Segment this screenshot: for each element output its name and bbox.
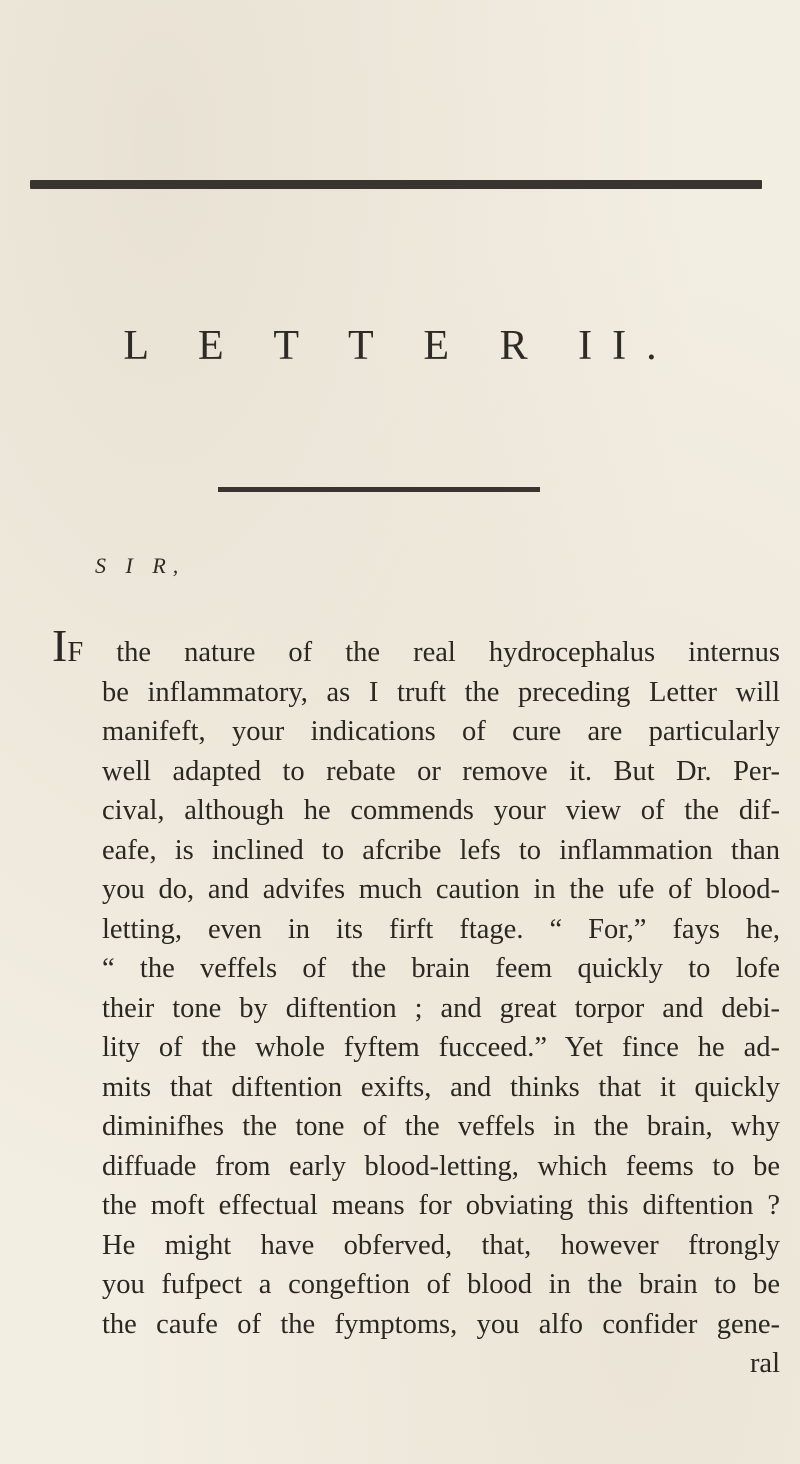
body-line: diminifhes the tone of the veffels in the brain, why: [102, 1111, 780, 1142]
body-line: the caufe of the fymptoms, you alfo confider gene-: [102, 1308, 780, 1340]
body-line: “ the veffels of the brain feem quickly to lofe: [102, 953, 780, 984]
body-line: lity of the whole fyftem fucceed.” Yet fince he ad-: [102, 1032, 780, 1063]
body-line: cival, although he commends your view of the dif-: [102, 795, 780, 826]
body-line: letting, even in its firft ftage. “ For,” fays he,: [102, 913, 780, 945]
body-line: you fufpect a congeftion of blood in the brain to be: [102, 1269, 780, 1300]
body-line: the moft effectual means for obviating this diftention ?: [102, 1190, 780, 1221]
body-line: mits that diftention exifts, and thinks that it quickly: [102, 1071, 780, 1103]
body-line: be inflammatory, as I truft the preceding Letter will: [102, 676, 780, 708]
body-line: well adapted to rebate or remove it. But Dr. Per-: [102, 755, 780, 787]
salutation: S I R,: [95, 553, 186, 578]
body-line: manifeft, your indications of cure are particularly: [102, 716, 780, 747]
body-line: IF the nature of the real hydrocephalus internus: [52, 620, 780, 671]
body-line: their tone by diftention ; and great torpor and debi-: [102, 992, 780, 1024]
letter-body: [52, 620, 780, 1384]
top-rule: [30, 180, 762, 189]
catchword: ral: [749, 1348, 780, 1379]
body-line: you do, and advifes much caution in the ufe of blood-: [102, 874, 780, 905]
body-line: diffuade from early blood-letting, which feems to be: [102, 1150, 780, 1182]
heading-rule: [218, 487, 540, 492]
drop-cap: I: [52, 620, 68, 671]
body-line: He might have obferved, that, however ftrongly: [102, 1229, 780, 1261]
body-line: eafe, is inclined to afcribe lefs to inflammation than: [102, 834, 780, 866]
letter-heading: L E T T E R II.: [123, 323, 677, 369]
